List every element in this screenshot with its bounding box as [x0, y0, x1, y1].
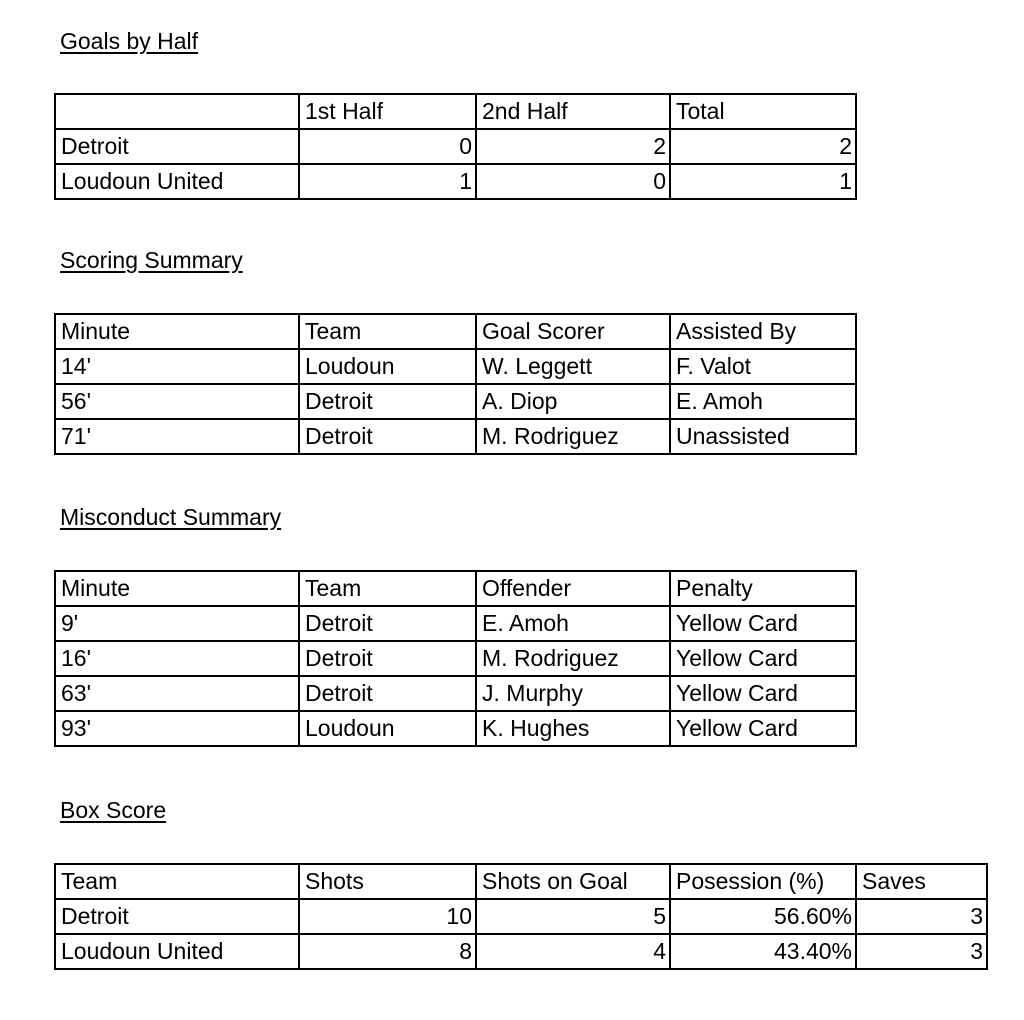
header-cell: Total	[670, 94, 856, 129]
minute-cell: 63'	[55, 676, 299, 711]
header-cell: Goal Scorer	[476, 314, 670, 349]
header-cell: Shots	[299, 864, 476, 899]
assist-cell: F. Valot	[670, 349, 856, 384]
assist-cell: E. Amoh	[670, 384, 856, 419]
team-cell: Detroit	[299, 384, 476, 419]
minute-cell: 9'	[55, 606, 299, 641]
value-cell: 2	[476, 129, 670, 164]
scorer-cell: M. Rodriguez	[476, 419, 670, 454]
table-row	[55, 899, 987, 934]
team-cell: Detroit	[299, 676, 476, 711]
misconduct-summary-title: Misconduct Summary	[60, 504, 282, 530]
box-score-table	[54, 863, 988, 970]
table-row	[55, 934, 987, 969]
header-cell	[55, 94, 299, 129]
shots-cell: 10	[299, 899, 476, 934]
team-cell: Detroit	[299, 641, 476, 676]
shots-cell: 8	[299, 934, 476, 969]
team-cell: Loudoun	[299, 349, 476, 384]
value-cell: 1	[670, 164, 856, 199]
table-row	[55, 606, 856, 641]
team-cell: Loudoun United	[55, 164, 299, 199]
box-score-title: Box Score	[60, 797, 167, 823]
header-cell: Team	[55, 864, 299, 899]
value-cell: 2	[670, 129, 856, 164]
penalty-cell: Yellow Card	[670, 606, 856, 641]
offender-cell: E. Amoh	[476, 606, 670, 641]
team-cell: Detroit	[299, 419, 476, 454]
minute-cell: 93'	[55, 711, 299, 746]
table-row	[55, 419, 856, 454]
header-cell: Assisted By	[670, 314, 856, 349]
team-cell: Loudoun United	[55, 934, 299, 969]
minute-cell: 56'	[55, 384, 299, 419]
header-cell: Saves	[856, 864, 987, 899]
header-cell: Offender	[476, 571, 670, 606]
table-row	[55, 164, 856, 199]
misconduct-summary-table	[54, 570, 857, 747]
table-row	[55, 711, 856, 746]
goals-by-half-table	[54, 93, 857, 200]
minute-cell: 14'	[55, 349, 299, 384]
table-header-row	[55, 94, 856, 129]
header-cell: Penalty	[670, 571, 856, 606]
scoring-summary-table	[54, 313, 857, 455]
minute-cell: 16'	[55, 641, 299, 676]
header-cell: 1st Half	[299, 94, 476, 129]
header-cell: Minute	[55, 314, 299, 349]
table-header-row	[55, 571, 856, 606]
table-header-row	[55, 314, 856, 349]
table-row	[55, 676, 856, 711]
offender-cell: J. Murphy	[476, 676, 670, 711]
scorer-cell: A. Diop	[476, 384, 670, 419]
header-cell: 2nd Half	[476, 94, 670, 129]
possession-cell: 43.40%	[670, 934, 856, 969]
team-cell: Detroit	[55, 129, 299, 164]
penalty-cell: Yellow Card	[670, 676, 856, 711]
header-cell: Team	[299, 571, 476, 606]
possession-cell: 56.60%	[670, 899, 856, 934]
saves-cell: 3	[856, 934, 987, 969]
scorer-cell: W. Leggett	[476, 349, 670, 384]
minute-cell: 71'	[55, 419, 299, 454]
saves-cell: 3	[856, 899, 987, 934]
offender-cell: M. Rodriguez	[476, 641, 670, 676]
penalty-cell: Yellow Card	[670, 641, 856, 676]
table-row	[55, 349, 856, 384]
table-row	[55, 641, 856, 676]
table-header-row	[55, 864, 987, 899]
offender-cell: K. Hughes	[476, 711, 670, 746]
assist-cell: Unassisted	[670, 419, 856, 454]
team-cell: Loudoun	[299, 711, 476, 746]
goals-by-half-title: Goals by Half	[60, 28, 199, 54]
table-row	[55, 384, 856, 419]
shots-on-goal-cell: 5	[476, 899, 670, 934]
team-cell: Detroit	[299, 606, 476, 641]
value-cell: 0	[299, 129, 476, 164]
team-cell: Detroit	[55, 899, 299, 934]
value-cell: 1	[299, 164, 476, 199]
header-cell: Minute	[55, 571, 299, 606]
value-cell: 0	[476, 164, 670, 199]
table-row	[55, 129, 856, 164]
penalty-cell: Yellow Card	[670, 711, 856, 746]
header-cell: Team	[299, 314, 476, 349]
scoring-summary-title: Scoring Summary	[60, 247, 243, 273]
header-cell: Posession (%)	[670, 864, 856, 899]
shots-on-goal-cell: 4	[476, 934, 670, 969]
header-cell: Shots on Goal	[476, 864, 670, 899]
